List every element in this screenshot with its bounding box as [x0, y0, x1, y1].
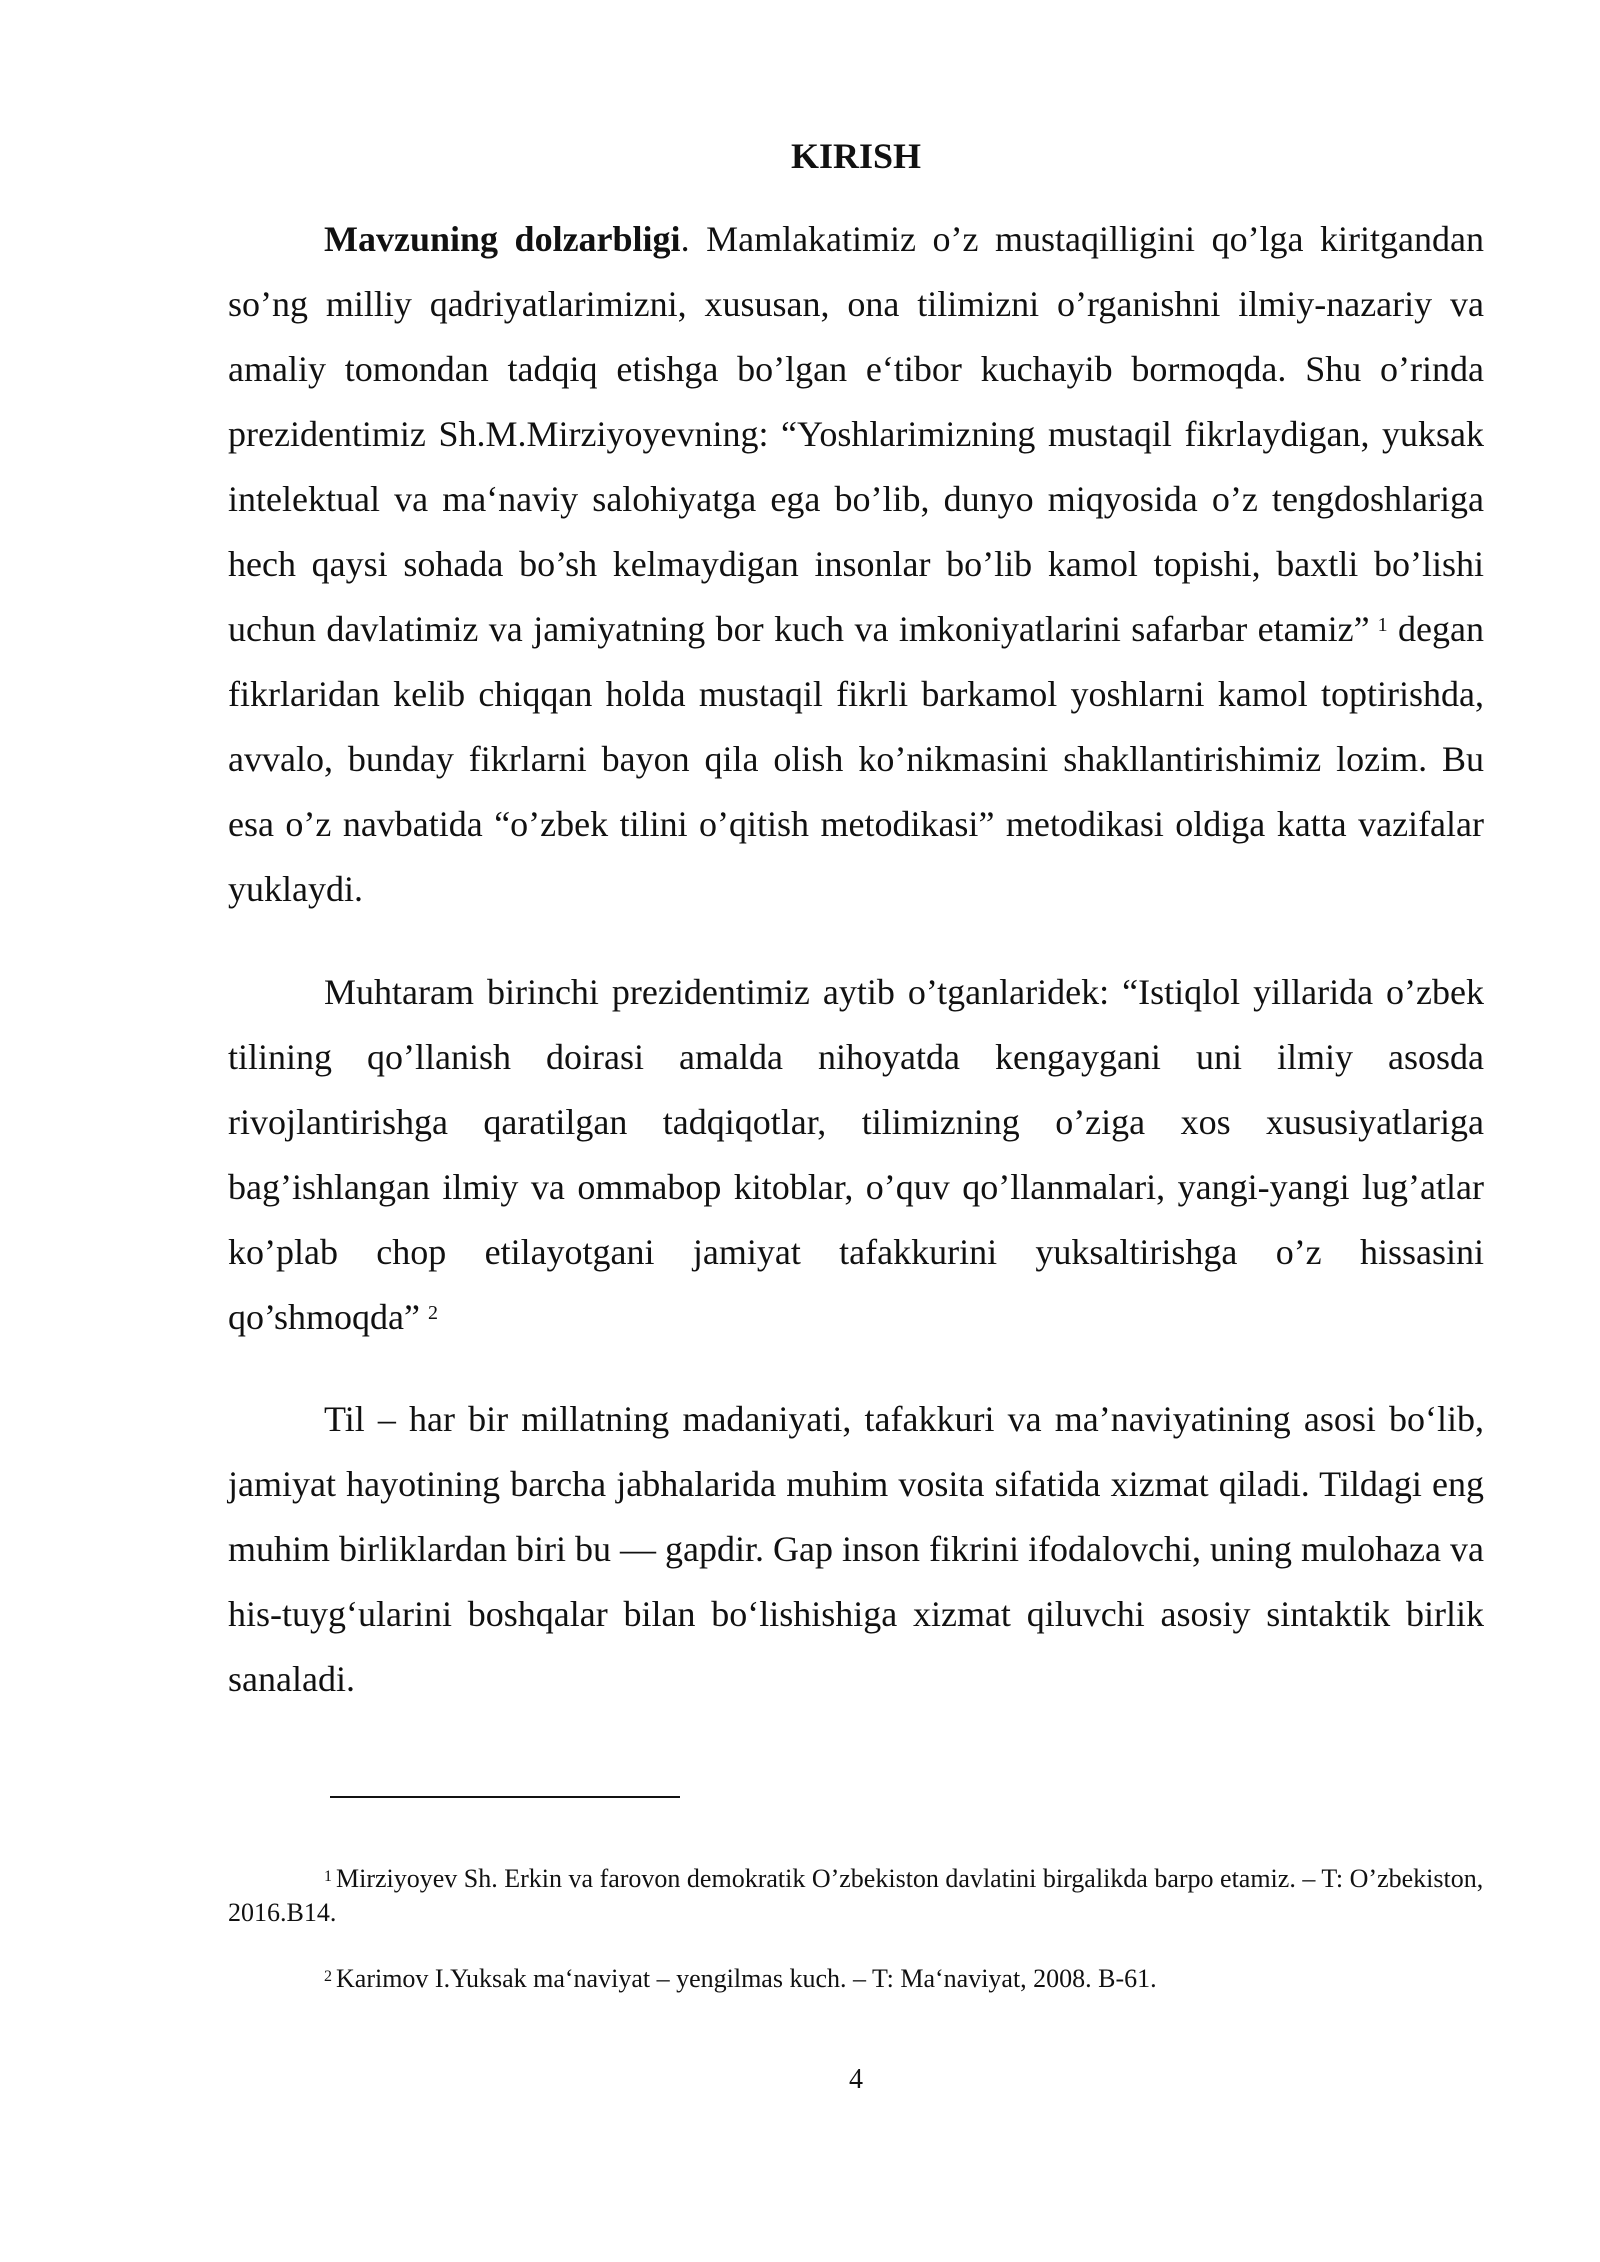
page-title: KIRISH [790, 136, 922, 176]
paragraph-text: Muhtaram birinchi prezidentimiz aytib o’tganlaridek: “Istiqlol yillarida o’zbek tilining qo’llanish doirasi amalda nihoyatda kengaygani uni ilmiy asosda rivojlantirishga qaratilgan tadqiqotlar, tilimizning o’ziga xos xususiyatlariga bag’ishlangan ilmiy va ommabop kitoblar, o’quv qo’llanmalari, yangi-yangi lug’atlar ko’plab chop etilayotgani jamiyat tafakkurini yuksaltirishga o’z hissasini qo’shmoqda” [228, 972, 1484, 1337]
footnote-reference[interactable]: 1 [1377, 614, 1388, 636]
paragraph-text: . Mamlakatimiz o’z mustaqilligini qo’lga kiritgandan so’ng milliy qadriyatlarimizni, xususan, ona tilimizni o’rganishni ilmiy-nazariy va amaliy tomondan tadqiq etishga bo’lgan e‘tibor kuchayib bormoqda. Shu o’rinda prezidentimiz Sh.M.Mirziyoyevning: “Yoshlarimizning mustaqil fikrlaydigan, yuksak intelektual va ma‘naviy salohiyatga ega bo’lib, dunyo miqyosida o’z tengdoshlariga hech qaysi sohada bo’sh kelmaydigan insonlar bo’lib kamol topishi, baxtli bo’lishi uchun davlatimiz va jamiyatning bor kuch va imkoniyatlarini safarbar etamiz” [228, 219, 1485, 649]
footnote-reference[interactable]: 2 [427, 1302, 438, 1324]
footnote-separator [330, 1796, 680, 1798]
footnote-text: Mirziyoyev Sh. Erkin va farovon demokratik O’zbekiston davlatini birgalikda barpo etamiz. – T: O’zbekiston, 2016.B14. [228, 1864, 1484, 1927]
paragraph-text: Til – har bir millatning madaniyati, tafakkuri va ma’naviyatining asosi bo‘lib, jamiyat hayotining barcha jabhalarida muhim vosita sifatida xizmat qiladi. Tildagi eng muhim birliklardan biri bu — gapdir. Gap inson fikrini ifodalovchi, uning mulohaza va his-tuyg‘ularini boshqalar bilan bo‘lishishiga xizmat qiluvchi asosiy sintaktik birlik sanaladi. [228, 1399, 1484, 1699]
footnote-text: Karimov I.Yuksak ma‘naviyat – yengilmas kuch. – T: Ma‘naviyat, 2008. B-61. [336, 1964, 1157, 1993]
paragraph-relevance [228, 207, 1484, 922]
footnote-marker: 2 [324, 1968, 332, 1985]
paragraph-president-quote [228, 960, 1484, 1350]
footnote-1 [228, 1862, 1484, 1930]
paragraph-language [228, 1387, 1484, 1712]
page-number: 4 [849, 2064, 863, 2095]
footnote-marker: 1 [324, 1868, 332, 1885]
paragraph-lead-bold: Mavzuning dolzarbligi [324, 219, 681, 259]
footnote-2 [228, 1962, 1484, 1996]
paragraph-text: degan fikrlaridan kelib chiqqan holda mustaqil fikrli barkamol yoshlarni kamol toptirishda, avvalo, bunday fikrlarni bayon qila olish ko’nikmasini shakllantirishimiz lozim. Bu esa o’z navbatida “o’zbek tilini o’qitish metodikasi” metodikasi oldiga katta vazifalar yuklaydi. [228, 609, 1484, 909]
